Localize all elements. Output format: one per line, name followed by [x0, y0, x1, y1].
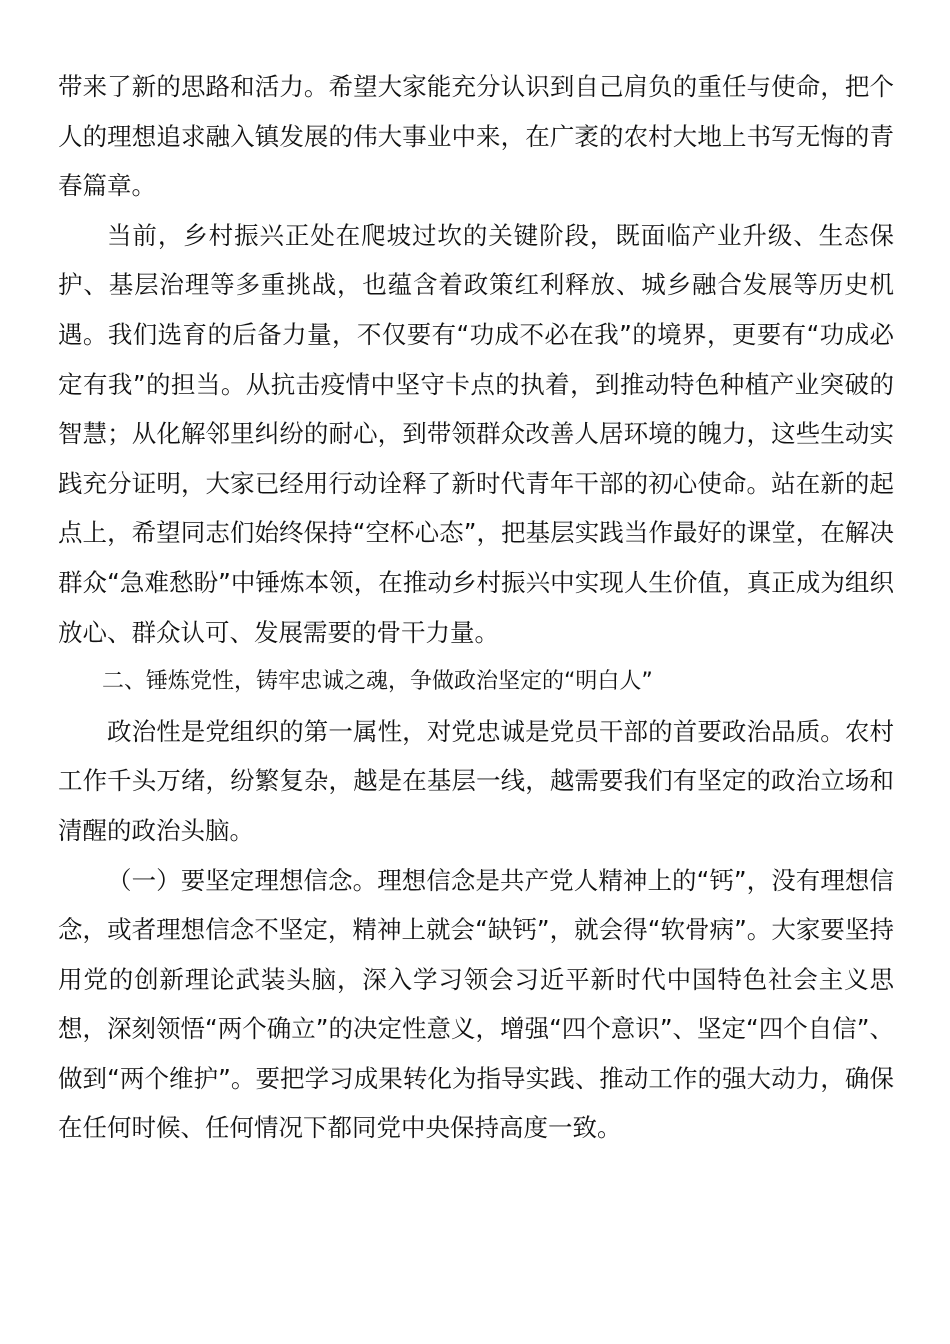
- paragraph-ideals-beliefs: （一）要坚定理想信念。理想信念是共产党人精神上的“钙”，没有理想信念，或者理想信念不坚定，精神上就会“缺钙”，就会得“软骨病”。大家要坚持用党的创新理论武装头脑，深入学习领会习近平新时代中国特色社会主义思想，深刻领悟“两个确立”的决定性意义，增强“四个意识”、坚定“四个自信”、做到“两个维护”。要把学习成果转化为指导实践、推动工作的强大动力，确保在任何时候、任何情况下都同党中央保持高度一致。: [58, 865, 894, 1143]
- paragraph-political-nature: 政治性是党组织的第一属性，对党忠诚是党员干部的首要政治品质。农村工作千头万绪，纷繁复杂，越是在基层一线，越需要我们有坚定的政治立场和清醒的政治头脑。: [58, 716, 894, 845]
- document-page: [58, 62, 894, 1153]
- paragraph-continuation: 带来了新的思路和活力。希望大家能充分认识到自己肩负的重任与使命，把个人的理想追求融入镇发展的伟大事业中来，在广袤的农村大地上书写无悔的青春篇章。: [58, 72, 894, 201]
- section-heading-two: 二、锤炼党性，铸牢忠诚之魂，争做政治坚定的“明白人”: [102, 669, 653, 695]
- paragraph-rural-revitalization: 当前，乡村振兴正处在爬坡过坎的关键阶段，既面临产业升级、生态保护、基层治理等多重挑战，也蕴含着政策红利释放、城乡融合发展等历史机遇。我们选育的后备力量，不仅要有“功成不必在我”的境界，更要有“功成必定有我”的担当。从抗击疫情中坚守卡点的执着，到推动特色种植产业突破的智慧；从化解邻里纠纷的耐心，到带领群众改善人居环境的魄力，这些生动实践充分证明，大家已经用行动诠释了新时代青年干部的初心使命。站在新的起点上，希望同志们始终保持“空杯心态”，把基层实践当作最好的课堂，在解决群众“急难愁盼”中锤炼本领，在推动乡村振兴中实现人生价值，真正成为组织放心、群众认可、发展需要的骨干力量。: [58, 220, 894, 647]
